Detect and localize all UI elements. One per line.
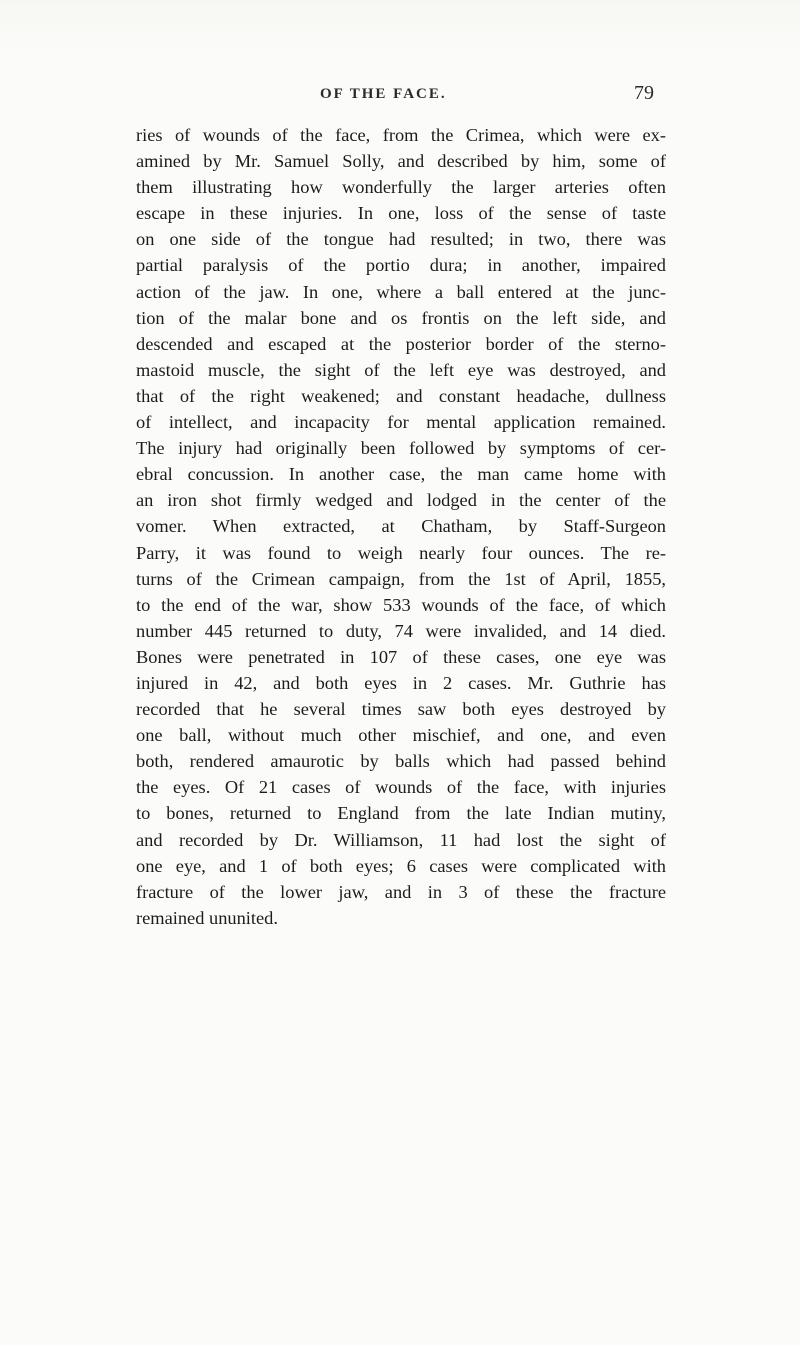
text-line: vomer. When extracted, at Chatham, by Staff-Surgeon <box>136 516 666 537</box>
text-line: and recorded by Dr. Williamson, 11 had lost the sight of <box>136 829 666 850</box>
text-line: that of the right weakened; and constant headache, dullness <box>136 385 666 406</box>
text-line: Bones were penetrated in 107 of these cases, one eye was <box>136 646 666 667</box>
text-line: number 445 returned to duty, 74 were invalided, and 14 died. <box>136 620 666 641</box>
text-line: amined by Mr. Samuel Solly, and described by him, some of <box>136 151 666 172</box>
text-line-last: remained ununited. <box>136 907 278 928</box>
text-line: recorded that he several times saw both eyes destroyed by <box>136 699 666 720</box>
running-title: OF THE FACE. <box>320 86 447 102</box>
text-line: one eye, and 1 of both eyes; 6 cases were complicated with <box>136 855 666 876</box>
text-line: one ball, without much other mischief, and one, and even <box>136 725 666 746</box>
page-number: 79 <box>634 82 654 104</box>
text-line: injured in 42, and both eyes in 2 cases. Mr. Guthrie has <box>136 672 666 693</box>
text-line: to bones, returned to England from the late Indian mutiny, <box>136 803 666 824</box>
running-head <box>0 82 800 110</box>
text-line: turns of the Crimean campaign, from the 1st of April, 1855, <box>136 568 666 589</box>
text-line: The injury had originally been followed by symptoms of cer- <box>136 438 666 459</box>
text-line: both, rendered amaurotic by balls which had passed behind <box>136 751 666 772</box>
text-line: mastoid muscle, the sight of the left eye was destroyed, and <box>136 359 666 380</box>
text-line: on one side of the tongue had resulted; in two, there was <box>136 229 666 250</box>
text-line: an iron shot firmly wedged and lodged in the center of the <box>136 490 666 511</box>
text-line: to the end of the war, show 533 wounds of the face, of which <box>136 594 666 615</box>
text-line: of intellect, and incapacity for mental application remained. <box>136 412 666 433</box>
text-line: Parry, it was found to weigh nearly four ounces. The re- <box>136 542 666 563</box>
text-line: fracture of the lower jaw, and in 3 of these the fracture <box>136 881 666 902</box>
text-line: escape in these injuries. In one, loss of the sense of taste <box>136 203 666 224</box>
body-text <box>136 122 666 931</box>
text-line: tion of the malar bone and os frontis on the left side, and <box>136 307 666 328</box>
text-line: ebral concussion. In another case, the man came home with <box>136 464 666 485</box>
text-line: ries of wounds of the face, from the Crimea, which were ex- <box>136 125 666 145</box>
text-line: partial paralysis of the portio dura; in another, impaired <box>136 255 666 276</box>
text-line: them illustrating how wonderfully the larger arteries often <box>136 177 666 198</box>
text-line: the eyes. Of 21 cases of wounds of the face, with injuries <box>136 777 666 798</box>
text-line: action of the jaw. In one, where a ball entered at the junc- <box>136 281 666 302</box>
text-line: descended and escaped at the posterior border of the sterno- <box>136 333 666 354</box>
